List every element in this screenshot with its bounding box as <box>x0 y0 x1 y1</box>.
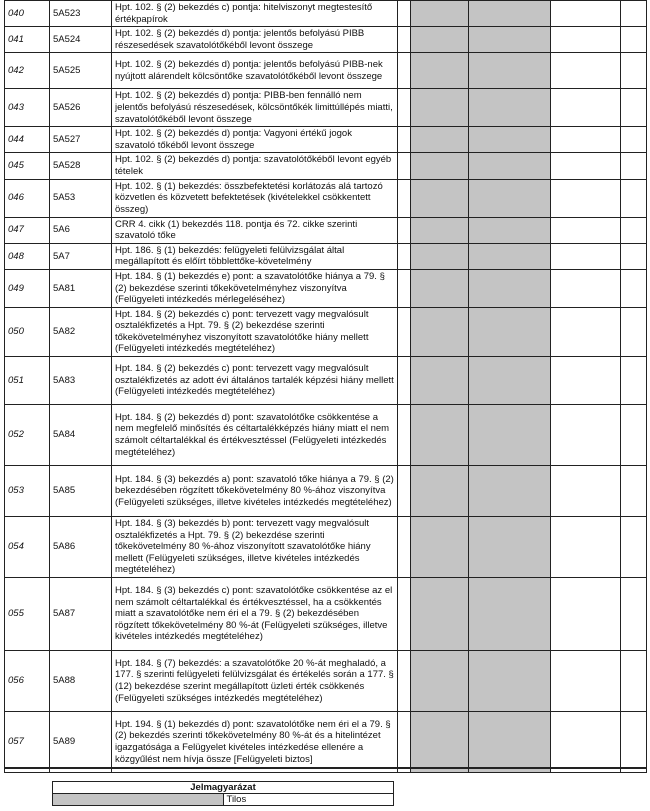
row-reference: 5A89 <box>50 712 112 773</box>
row-code: 050 <box>5 307 50 356</box>
row-description: Hpt. 184. § (7) bekezdés: a szavatolótőke 20 %-át meghaladó, a 177. § szerinti felügyeleti felülvizsgálat és értékelés során a 177. § (12) bekezdése szerint megállapított üzleti érték csökkenés (Felügyeleti szükséges intézkedés megtételéhez) <box>112 651 398 712</box>
value-cell <box>621 89 647 127</box>
value-cell <box>621 217 647 243</box>
spacer-cell <box>398 269 411 307</box>
value-cell <box>551 405 621 466</box>
row-code: 048 <box>5 243 50 269</box>
value-cell <box>551 153 621 179</box>
value-cell <box>551 127 621 153</box>
forbidden-cell <box>469 1 551 27</box>
row-reference: 5A6 <box>50 217 112 243</box>
row-description: Hpt. 102. § (2) bekezdés d) pontja: jelentős befolyású PIBB részesedések szavatolótőkéből levont összege <box>112 27 398 53</box>
table-row <box>5 578 647 651</box>
spacer-cell <box>398 405 411 466</box>
row-reference: 5A528 <box>50 153 112 179</box>
row-code: 056 <box>5 651 50 712</box>
table-row <box>5 1 647 27</box>
row-reference: 5A523 <box>50 1 112 27</box>
spacer-cell <box>398 578 411 651</box>
row-description: Hpt. 102. § (2) bekezdés d) pontja: jelentős befolyású PIBB-nek nyújtott alárendelt kölcsöntőke szavatolótőkéből levont összege <box>112 53 398 89</box>
row-code: 052 <box>5 405 50 466</box>
forbidden-cell <box>411 217 469 243</box>
value-cell <box>621 517 647 578</box>
row-code: 045 <box>5 153 50 179</box>
row-code: 041 <box>5 27 50 53</box>
value-cell <box>551 27 621 53</box>
table-row <box>5 127 647 153</box>
row-description: Hpt. 184. § (3) bekezdés b) pont: tervezett vagy megvalósult osztalékfizetés a Hpt. 79. § (2) bekezdése szerinti tőkekövetelmény 80 %-ához viszonyított szavatolótőke hiány mellett (Felügyeleti szükséges, illetve kivételes intézkedés megtételéhez) <box>112 517 398 578</box>
value-cell <box>551 307 621 356</box>
row-reference: 5A83 <box>50 357 112 405</box>
value-cell <box>621 243 647 269</box>
table-row <box>5 179 647 217</box>
table-row <box>5 517 647 578</box>
forbidden-cell <box>469 307 551 356</box>
forbidden-cell <box>469 466 551 517</box>
table-row <box>5 243 647 269</box>
row-reference: 5A81 <box>50 269 112 307</box>
forbidden-cell <box>411 127 469 153</box>
row-code: 057 <box>5 712 50 773</box>
table-row <box>5 712 647 773</box>
table-row <box>5 466 647 517</box>
forbidden-cell <box>411 243 469 269</box>
row-reference: 5A525 <box>50 53 112 89</box>
spacer-cell <box>398 243 411 269</box>
row-code: 049 <box>5 269 50 307</box>
row-description: CRR 4. cikk (1) bekezdés 118. pontja és 72. cikke szerinti szavatoló tőke <box>112 217 398 243</box>
row-description: Hpt. 102. § (2) bekezdés d) pontja: szavatolótőkéből levont egyéb tételek <box>112 153 398 179</box>
legend-swatch <box>53 794 224 806</box>
forbidden-cell <box>469 89 551 127</box>
value-cell <box>551 466 621 517</box>
value-cell <box>551 53 621 89</box>
forbidden-cell <box>411 578 469 651</box>
spacer-cell <box>398 517 411 578</box>
row-reference: 5A7 <box>50 243 112 269</box>
spacer-cell <box>398 466 411 517</box>
spacer-cell <box>398 27 411 53</box>
row-code: 040 <box>5 1 50 27</box>
row-reference: 5A84 <box>50 405 112 466</box>
spacer-cell <box>398 89 411 127</box>
row-reference: 5A53 <box>50 179 112 217</box>
spacer-cell <box>398 712 411 773</box>
row-description: Hpt. 184. § (3) bekezdés c) pont: szavatolótőke csökkentése az el nem számolt céltartalékkal és értékvesztéssel, ha a csökkentés miatt a szavatolótőke nem éri el a 79. § (2) bekezdésében rögzített tőkekövetelmény 80 %-át (Felügyeleti szükséges, illetve kivételes intézkedés megtételéhez) <box>112 578 398 651</box>
value-cell <box>551 217 621 243</box>
spacer-cell <box>398 179 411 217</box>
forbidden-cell <box>469 651 551 712</box>
forbidden-cell <box>469 578 551 651</box>
row-description: Hpt. 184. § (1) bekezdés e) pont: a szavatolótőke hiánya a 79. § (2) bekezdése szerinti tőkekövetelményhez viszonyítva (Felügyeleti intézkedés mérlegeléséhez) <box>112 269 398 307</box>
forbidden-cell <box>411 712 469 773</box>
value-cell <box>551 89 621 127</box>
spacer-cell <box>398 217 411 243</box>
value-cell <box>621 153 647 179</box>
forbidden-cell <box>469 27 551 53</box>
value-cell <box>551 517 621 578</box>
forbidden-cell <box>469 517 551 578</box>
row-code: 042 <box>5 53 50 89</box>
value-cell <box>621 651 647 712</box>
value-cell <box>621 1 647 27</box>
legend-table <box>52 781 394 806</box>
row-description: Hpt. 184. § (3) bekezdés a) pont: szavatoló tőke hiánya a 79. § (2) bekezdésében rögzített tőkekövetelmény 80 %-ához viszonyítva (Felügyeleti szükséges, illetve kivételes intézkedés megtételéhez) <box>112 466 398 517</box>
value-cell <box>621 269 647 307</box>
row-code: 047 <box>5 217 50 243</box>
forbidden-cell <box>469 243 551 269</box>
row-description: Hpt. 102. § (1) bekezdés: összbefektetési korlátozás alá tartozó közvetlen és közvetett befektetések (kivételekkel csökkentett összeg) <box>112 179 398 217</box>
value-cell <box>551 357 621 405</box>
value-cell <box>551 578 621 651</box>
forbidden-cell <box>411 53 469 89</box>
row-code: 044 <box>5 127 50 153</box>
legend-label: Tilos <box>223 794 394 806</box>
spacer-cell <box>398 651 411 712</box>
value-cell <box>621 127 647 153</box>
report-sheet <box>4 0 646 773</box>
row-description: Hpt. 184. § (2) bekezdés d) pont: szavatolótőke csökkentése a nem megfelelő minősítés és céltartalékképzés hiány miatt el nem számolt céltartalékkal és értékvesztéssel (Felügyeleti intézkedés megtételéhez) <box>112 405 398 466</box>
value-cell <box>621 307 647 356</box>
forbidden-cell <box>469 217 551 243</box>
data-table <box>4 0 647 773</box>
forbidden-cell <box>411 89 469 127</box>
table-row <box>5 307 647 356</box>
forbidden-cell <box>411 517 469 578</box>
value-cell <box>551 651 621 712</box>
spacer-cell <box>398 153 411 179</box>
value-cell <box>551 712 621 773</box>
value-cell <box>621 405 647 466</box>
row-reference: 5A87 <box>50 578 112 651</box>
row-reference: 5A526 <box>50 89 112 127</box>
row-description: Hpt. 102. § (2) bekezdés d) pontja: Vagyoni értékű jogok szavatoló tőkéből levont összege <box>112 127 398 153</box>
row-description: Hpt. 102. § (2) bekezdés c) pontja: hitelviszonyt megtestesítő értékpapírok <box>112 1 398 27</box>
row-reference: 5A86 <box>50 517 112 578</box>
table-body <box>5 1 647 773</box>
spacer-cell <box>398 127 411 153</box>
table-row <box>5 651 647 712</box>
row-reference: 5A85 <box>50 466 112 517</box>
forbidden-cell <box>469 357 551 405</box>
value-cell <box>551 243 621 269</box>
forbidden-cell <box>411 153 469 179</box>
row-code: 043 <box>5 89 50 127</box>
forbidden-cell <box>411 651 469 712</box>
legend-title: Jelmagyarázat <box>53 782 394 794</box>
table-row <box>5 269 647 307</box>
forbidden-cell <box>411 269 469 307</box>
forbidden-cell <box>469 269 551 307</box>
value-cell <box>621 578 647 651</box>
table-row <box>5 405 647 466</box>
forbidden-cell <box>469 53 551 89</box>
row-code: 051 <box>5 357 50 405</box>
table-row <box>5 53 647 89</box>
table-row <box>5 153 647 179</box>
forbidden-cell <box>411 405 469 466</box>
forbidden-cell <box>411 1 469 27</box>
spacer-cell <box>398 357 411 405</box>
forbidden-cell <box>411 466 469 517</box>
row-description: Hpt. 186. § (1) bekezdés: felügyeleti felülvizsgálat által megállapított és előírt többlettőke-követelmény <box>112 243 398 269</box>
value-cell <box>621 357 647 405</box>
value-cell <box>621 712 647 773</box>
row-code: 046 <box>5 179 50 217</box>
forbidden-cell <box>469 127 551 153</box>
forbidden-cell <box>469 179 551 217</box>
row-reference: 5A82 <box>50 307 112 356</box>
spacer-cell <box>398 53 411 89</box>
row-reference: 5A527 <box>50 127 112 153</box>
row-reference: 5A524 <box>50 27 112 53</box>
row-reference: 5A88 <box>50 651 112 712</box>
value-cell <box>551 179 621 217</box>
row-description: Hpt. 102. § (2) bekezdés d) pontja: PIBB-ben fennálló nem jelentős befolyású részesedések, kölcsöntőkék limittúllépés miatti, szavatolótőkéből levont összege <box>112 89 398 127</box>
row-code: 053 <box>5 466 50 517</box>
row-description: Hpt. 194. § (1) bekezdés d) pont: szavatolótőke nem éri el a 79. § (2) bekezdés szerinti tőkekövetelmény 80 %-át és a hitelintézet igazgatósága a Felügyelet kivételes intézkedése ellenére a közgyűlést nem hívja össze [Felügyeleti biztos] <box>112 712 398 773</box>
value-cell <box>621 179 647 217</box>
table-bottom-rule <box>4 767 646 769</box>
table-row <box>5 217 647 243</box>
value-cell <box>621 466 647 517</box>
table-row <box>5 27 647 53</box>
forbidden-cell <box>469 153 551 179</box>
row-description: Hpt. 184. § (2) bekezdés c) pont: tervezett vagy megvalósult osztalékfizetés az adott évi általános tartalék képzési hiány mellett (Felügyeleti intézkedés megtételéhez) <box>112 357 398 405</box>
table-row <box>5 89 647 127</box>
forbidden-cell <box>411 27 469 53</box>
table-row <box>5 357 647 405</box>
value-cell <box>621 27 647 53</box>
legend-row <box>53 794 394 806</box>
forbidden-cell <box>469 712 551 773</box>
value-cell <box>551 269 621 307</box>
forbidden-cell <box>469 405 551 466</box>
spacer-cell <box>398 1 411 27</box>
spacer-cell <box>398 307 411 356</box>
row-description: Hpt. 184. § (2) bekezdés c) pont: tervezett vagy megvalósult osztalékfizetés a Hpt. 79. § (2) bekezdése szerinti tőkekövetelményhez viszonyított szavatolótőke hiány mellett (Felügyeleti intézkedés megtételéhez) <box>112 307 398 356</box>
value-cell <box>551 1 621 27</box>
row-code: 054 <box>5 517 50 578</box>
row-code: 055 <box>5 578 50 651</box>
forbidden-cell <box>411 179 469 217</box>
forbidden-cell <box>411 307 469 356</box>
forbidden-cell <box>411 357 469 405</box>
value-cell <box>621 53 647 89</box>
